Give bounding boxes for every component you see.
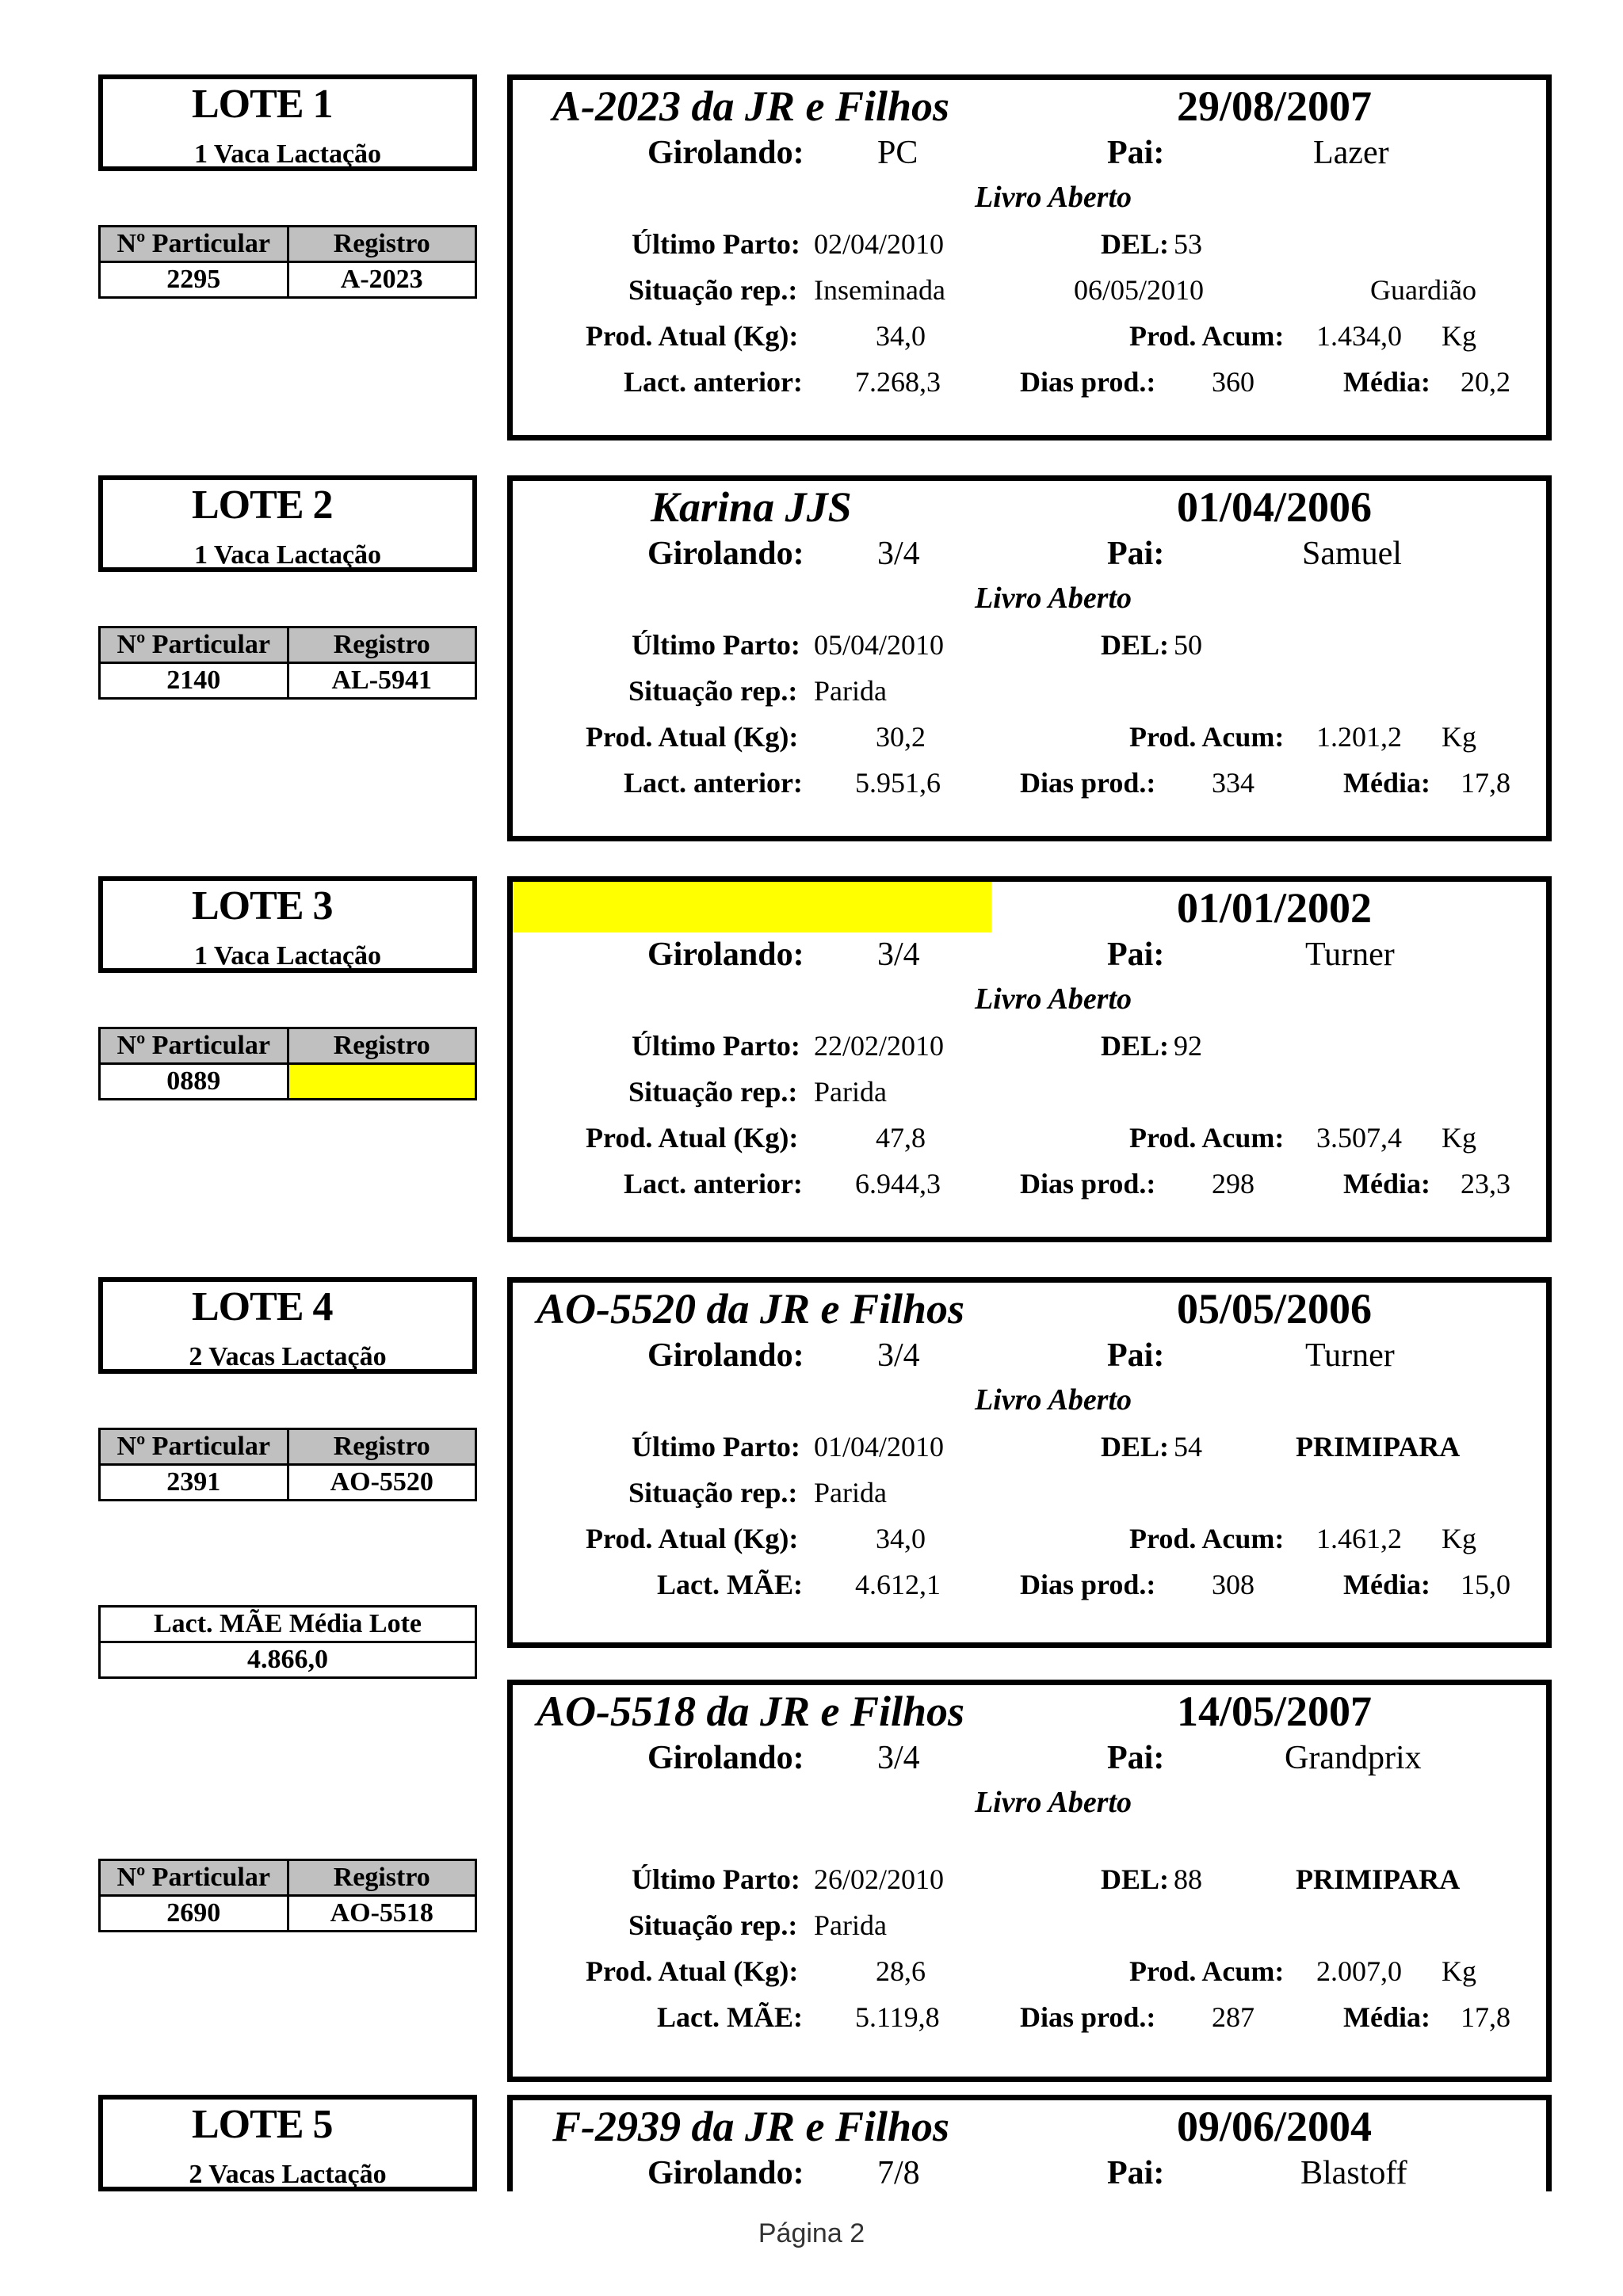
lact-mae-media-label: Lact. MÃE Média Lote [100, 1607, 476, 1642]
situacao-value: Parida [814, 1076, 887, 1108]
prod-acum-label: Prod. Acum: [1129, 1955, 1285, 1987]
pai-value: Turner [1305, 936, 1395, 973]
lact-anterior-label: Lact. anterior: [624, 1168, 803, 1199]
animal-birth-date: 05/05/2006 [1177, 1285, 1373, 1333]
prod-atual-label: Prod. Atual (Kg): [586, 721, 799, 753]
girolando-value: 3/4 [877, 1740, 920, 1776]
prod-atual-label: Prod. Atual (Kg): [586, 1955, 799, 1987]
del-value: 54 [1174, 1431, 1202, 1463]
lact-mae-value: 5.119,8 [855, 2001, 940, 2033]
ultimo-parto-value: 01/04/2010 [814, 1431, 945, 1463]
animal-birth-date: 01/01/2002 [1177, 884, 1373, 932]
lote-title: LOTE 5 [192, 2102, 333, 2147]
lote-1-header [98, 74, 477, 171]
animal-birth-date: 14/05/2007 [1177, 1688, 1373, 1735]
pai-value: Blastoff [1300, 2155, 1407, 2191]
pai-label: Pai: [1107, 2155, 1165, 2191]
prod-acum-label: Prod. Acum: [1129, 1122, 1285, 1154]
prod-acum-label: Prod. Acum: [1129, 1523, 1285, 1554]
lote-title: LOTE 4 [192, 1284, 333, 1329]
situacao-value: Parida [814, 1909, 887, 1941]
prod-atual-value: 47,8 [876, 1122, 926, 1154]
ultimo-parto-label: Último Parto: [632, 1431, 800, 1463]
animal-card-1 [507, 74, 1552, 441]
prod-atual-value: 34,0 [876, 1523, 926, 1554]
lote-subtitle: 1 Vaca Lactação [193, 540, 382, 570]
del-label: DEL: [1101, 1431, 1170, 1463]
pai-label: Pai: [1107, 936, 1165, 973]
prod-atual-label: Prod. Atual (Kg): [586, 1523, 799, 1554]
lact-anterior-label: Lact. anterior: [624, 767, 803, 799]
girolando-value: 3/4 [877, 936, 920, 973]
prod-acum-value: 2.007,0 [1316, 1955, 1402, 1987]
prod-acum-label: Prod. Acum: [1129, 721, 1285, 753]
situacao-label: Situação rep.: [628, 675, 798, 707]
prod-atual-value: 30,2 [876, 721, 926, 753]
dias-prod-value: 298 [1212, 1168, 1254, 1199]
girolando-label: Girolando: [647, 936, 804, 973]
prod-atual-label: Prod. Atual (Kg): [586, 1122, 799, 1154]
lact-mae-value: 4.612,1 [855, 1569, 941, 1600]
animal-id-table [98, 626, 477, 700]
kg-unit: Kg [1442, 320, 1476, 352]
situacao-label: Situação rep.: [628, 1477, 798, 1508]
situacao-label: Situação rep.: [628, 1909, 798, 1941]
kg-unit: Kg [1442, 1122, 1476, 1154]
registro-header: Registro [288, 1429, 476, 1465]
ultimo-parto-value: 22/02/2010 [814, 1030, 945, 1062]
lote-5-header [98, 2095, 477, 2191]
situacao-touro: Guardião [1370, 274, 1476, 306]
registro-header: Registro [288, 227, 476, 262]
n-particular-header: Nº Particular [100, 1429, 288, 1465]
animal-name: F-2939 da JR e Filhos [552, 2103, 950, 2150]
dias-prod-label: Dias prod.: [1020, 2001, 1156, 2033]
situacao-value: Parida [814, 1477, 887, 1508]
ultimo-parto-label: Último Parto: [632, 1863, 800, 1895]
animal-id-table [98, 1428, 477, 1501]
lact-anterior-value: 7.268,3 [855, 366, 941, 398]
lote-subtitle: 2 Vacas Lactação [189, 1342, 387, 1371]
media-value: 17,8 [1461, 2001, 1510, 2033]
pai-label: Pai: [1107, 1740, 1165, 1776]
registro-header: Registro [288, 1860, 476, 1896]
animal-card-4 [507, 1277, 1552, 1648]
n-particular-header: Nº Particular [100, 1860, 288, 1896]
pai-label: Pai: [1107, 135, 1165, 171]
n-particular-value: 0889 [100, 1064, 288, 1100]
ultimo-parto-label: Último Parto: [632, 629, 800, 661]
page-number: Página 2 [758, 2218, 865, 2248]
lote-2-header [98, 475, 477, 572]
animal-birth-date: 09/06/2004 [1177, 2103, 1373, 2150]
lact-anterior-label: Lact. anterior: [624, 366, 803, 398]
media-label: Média: [1343, 767, 1430, 799]
girolando-value: 7/8 [877, 2155, 920, 2191]
pai-value: Grandprix [1285, 1740, 1422, 1776]
lact-mae-media-value: 4.866,0 [100, 1642, 476, 1678]
animal-name-highlight [513, 882, 991, 933]
media-label: Média: [1343, 1569, 1430, 1600]
animal-id-table [98, 225, 477, 299]
prod-atual-value: 34,0 [876, 320, 926, 352]
situacao-label: Situação rep.: [628, 274, 798, 306]
situacao-label: Situação rep.: [628, 1076, 798, 1108]
pai-label: Pai: [1107, 1337, 1165, 1374]
registro-header: Registro [288, 627, 476, 663]
n-particular-header: Nº Particular [100, 227, 288, 262]
girolando-label: Girolando: [647, 536, 804, 572]
pai-value: Lazer [1313, 135, 1389, 171]
media-value: 20,2 [1461, 366, 1510, 398]
animal-name: AO-5520 da JR e Filhos [537, 1285, 965, 1333]
animal-card-6 [507, 2095, 1552, 2191]
dias-prod-value: 308 [1212, 1569, 1254, 1600]
lote-title: LOTE 2 [192, 482, 333, 528]
ultimo-parto-label: Último Parto: [632, 228, 800, 260]
del-label: DEL: [1101, 1863, 1170, 1895]
n-particular-header: Nº Particular [100, 627, 288, 663]
situacao-value: Parida [814, 675, 887, 707]
girolando-label: Girolando: [647, 1740, 804, 1776]
kg-unit: Kg [1442, 1523, 1476, 1554]
lote-subtitle: 2 Vacas Lactação [189, 2160, 387, 2189]
pai-value: Turner [1305, 1337, 1395, 1374]
n-particular-value: 2391 [100, 1465, 288, 1501]
kg-unit: Kg [1442, 721, 1476, 753]
animal-birth-date: 01/04/2006 [1177, 483, 1373, 531]
animal-card-5 [507, 1680, 1552, 2082]
lote-title: LOTE 1 [192, 82, 333, 127]
ultimo-parto-value: 02/04/2010 [814, 228, 945, 260]
lact-anterior-value: 6.944,3 [855, 1168, 941, 1199]
livro-aberto: Livro Aberto [974, 181, 1132, 214]
dias-prod-value: 287 [1212, 2001, 1254, 2033]
dias-prod-label: Dias prod.: [1020, 366, 1156, 398]
pai-label: Pai: [1107, 536, 1165, 572]
del-label: DEL: [1101, 1030, 1170, 1062]
animal-card-2 [507, 475, 1552, 841]
prod-acum-value: 3.507,4 [1316, 1122, 1402, 1154]
lact-anterior-value: 5.951,6 [855, 767, 941, 799]
n-particular-value: 2295 [100, 262, 288, 298]
lote-subtitle: 1 Vaca Lactação [193, 139, 382, 169]
registro-value: AO-5520 [288, 1465, 476, 1501]
animal-name: A-2023 da JR e Filhos [552, 82, 950, 130]
animal-id-table [98, 1859, 477, 1932]
lote-3-header [98, 876, 477, 973]
livro-aberto: Livro Aberto [974, 1383, 1132, 1417]
dias-prod-label: Dias prod.: [1020, 767, 1156, 799]
ultimo-parto-label: Último Parto: [632, 1030, 800, 1062]
girolando-label: Girolando: [647, 135, 804, 171]
media-label: Média: [1343, 2001, 1430, 2033]
girolando-value: PC [877, 135, 918, 171]
del-value: 50 [1174, 629, 1202, 661]
prod-acum-value: 1.201,2 [1316, 721, 1402, 753]
dias-prod-value: 360 [1212, 366, 1254, 398]
primipara-tag: PRIMIPARA [1296, 1863, 1461, 1895]
lact-mae-label: Lact. MÃE: [657, 2001, 803, 2033]
dias-prod-value: 334 [1212, 767, 1254, 799]
animal-card-3 [507, 876, 1552, 1242]
girolando-value: 3/4 [877, 536, 920, 572]
lact-mae-media-lote-table [98, 1605, 477, 1679]
prod-acum-value: 1.461,2 [1316, 1523, 1402, 1554]
n-particular-value: 2140 [100, 663, 288, 699]
prod-acum-value: 1.434,0 [1316, 320, 1402, 352]
del-value: 92 [1174, 1030, 1202, 1062]
situacao-date: 06/05/2010 [1074, 274, 1205, 306]
n-particular-value: 2690 [100, 1896, 288, 1932]
del-value: 53 [1174, 228, 1202, 260]
registro-value: AO-5518 [288, 1896, 476, 1932]
animal-name: AO-5518 da JR e Filhos [537, 1688, 965, 1735]
prod-atual-label: Prod. Atual (Kg): [586, 320, 799, 352]
prod-acum-label: Prod. Acum: [1129, 320, 1285, 352]
media-value: 17,8 [1461, 767, 1510, 799]
animal-name: Karina JJS [651, 483, 852, 531]
del-label: DEL: [1101, 228, 1170, 260]
pai-value: Samuel [1302, 536, 1402, 572]
primipara-tag: PRIMIPARA [1296, 1431, 1461, 1463]
dias-prod-label: Dias prod.: [1020, 1569, 1156, 1600]
animal-id-table [98, 1027, 477, 1100]
del-value: 88 [1174, 1863, 1202, 1895]
registro-value: AL-5941 [288, 663, 476, 699]
media-label: Média: [1343, 1168, 1430, 1199]
media-value: 15,0 [1461, 1569, 1510, 1600]
lote-title: LOTE 3 [192, 883, 333, 929]
lact-mae-label: Lact. MÃE: [657, 1569, 803, 1600]
girolando-label: Girolando: [647, 2155, 804, 2191]
registro-value [288, 1064, 476, 1100]
media-value: 23,3 [1461, 1168, 1510, 1199]
prod-atual-value: 28,6 [876, 1955, 926, 1987]
registro-value: A-2023 [288, 262, 476, 298]
situacao-value: Inseminada [814, 274, 945, 306]
n-particular-header: Nº Particular [100, 1028, 288, 1064]
dias-prod-label: Dias prod.: [1020, 1168, 1156, 1199]
registro-header: Registro [288, 1028, 476, 1064]
livro-aberto: Livro Aberto [974, 982, 1132, 1016]
animal-birth-date: 29/08/2007 [1177, 82, 1373, 130]
ultimo-parto-value: 26/02/2010 [814, 1863, 945, 1895]
livro-aberto: Livro Aberto [974, 582, 1132, 615]
girolando-value: 3/4 [877, 1337, 920, 1374]
livro-aberto: Livro Aberto [974, 1786, 1132, 1819]
kg-unit: Kg [1442, 1955, 1476, 1987]
girolando-label: Girolando: [647, 1337, 804, 1374]
media-label: Média: [1343, 366, 1430, 398]
lote-subtitle: 1 Vaca Lactação [193, 941, 382, 971]
del-label: DEL: [1101, 629, 1170, 661]
lote-4-header [98, 1277, 477, 1374]
ultimo-parto-value: 05/04/2010 [814, 629, 945, 661]
